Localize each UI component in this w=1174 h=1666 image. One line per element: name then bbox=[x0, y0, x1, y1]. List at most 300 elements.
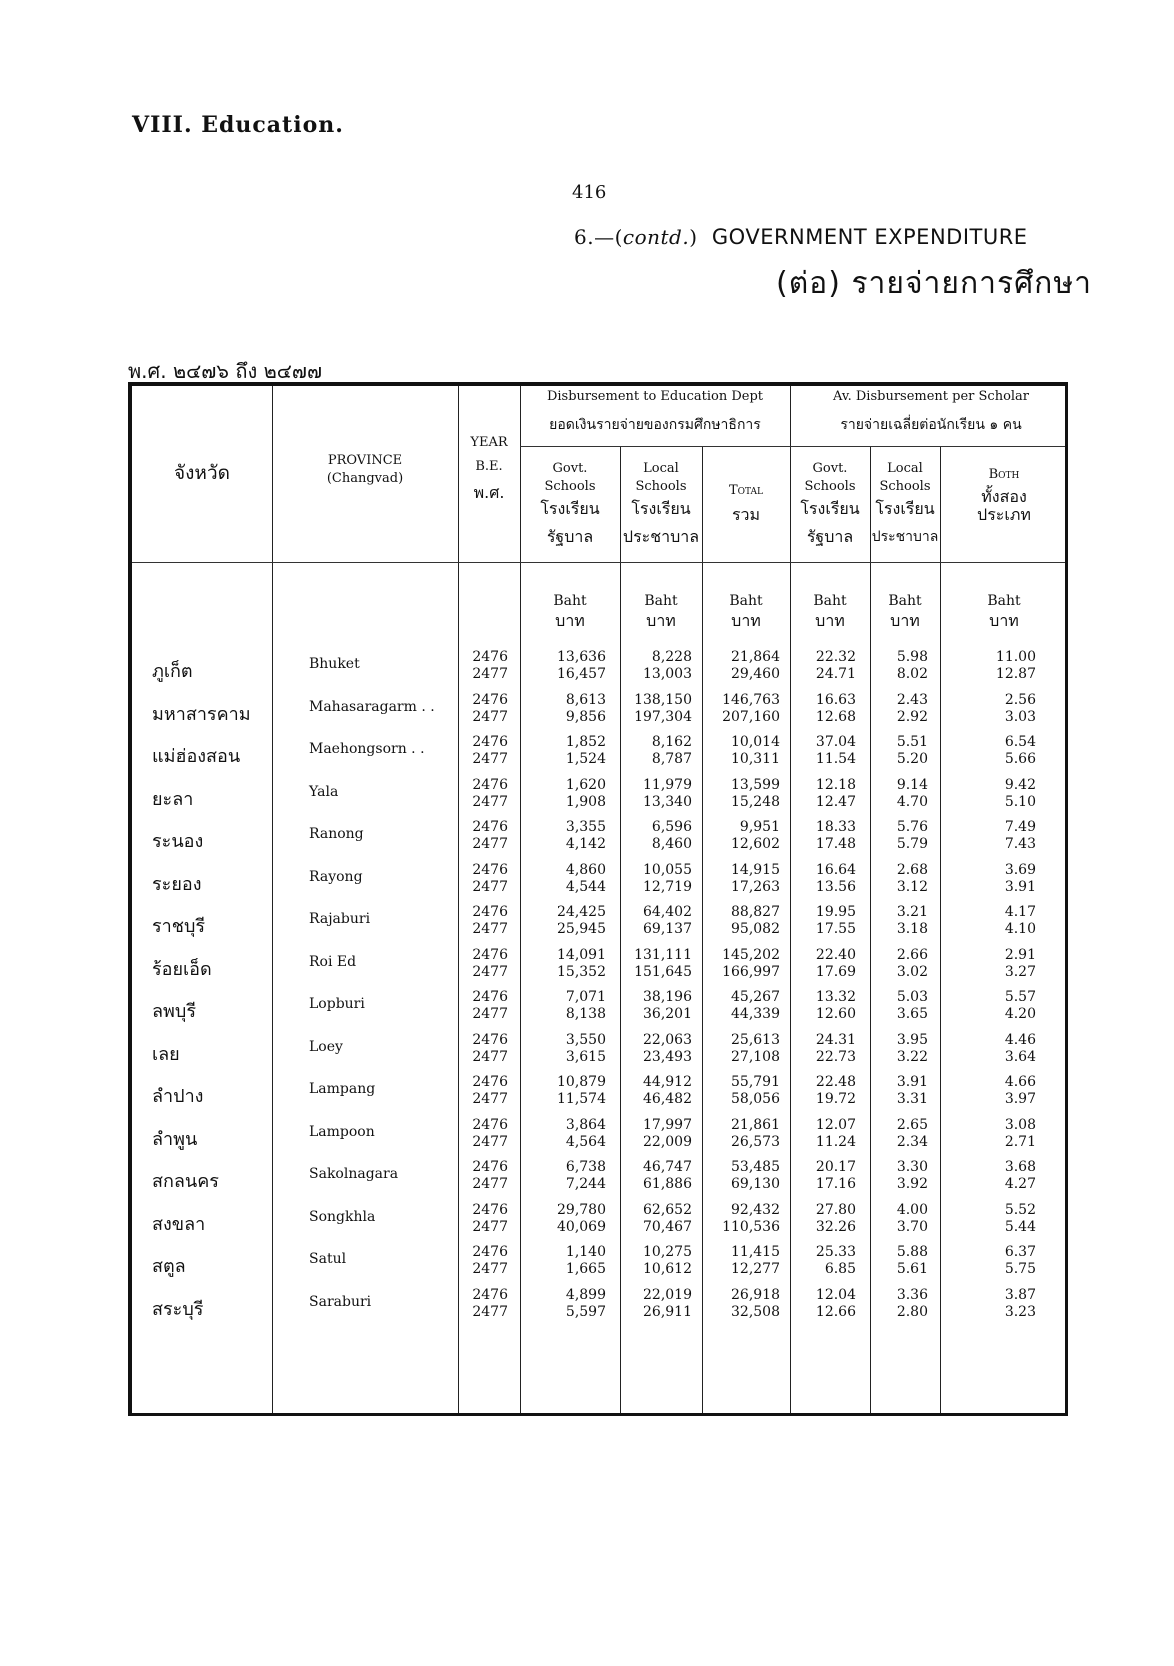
avg-govt-cell: 27.80 bbox=[815, 1201, 856, 1218]
govt-cell: 3,550 bbox=[565, 1031, 606, 1048]
avg-govt-cell: 20.17 bbox=[815, 1159, 856, 1175]
year-cell: 2477 bbox=[472, 1048, 508, 1065]
avg-local-cell: 5.03 bbox=[896, 989, 928, 1005]
unit-baht: Baht bbox=[553, 593, 587, 609]
year-cell: 2477 bbox=[472, 793, 508, 810]
govt-cell: 1,140 bbox=[565, 1244, 606, 1260]
local-cell: 11,979 bbox=[643, 776, 692, 793]
local-cell: 6,596 bbox=[651, 819, 692, 835]
local-cell: 46,747 bbox=[643, 1159, 692, 1175]
avg-govt-cell: 11.24 bbox=[815, 1133, 856, 1150]
local-cell: 10,055 bbox=[643, 861, 692, 878]
avg-local-cell: 4.70 bbox=[896, 793, 928, 810]
avg-local-cell: 3.30 bbox=[896, 1159, 928, 1175]
local-cell: 12,719 bbox=[643, 878, 692, 895]
govt-cell: 14,091 bbox=[557, 946, 606, 963]
govt-cell: 8,138 bbox=[565, 1006, 606, 1022]
province-name: Maehongsorn . . bbox=[309, 741, 425, 757]
header-total-thai: รวม bbox=[731, 505, 761, 524]
table-row bbox=[132, 1116, 1065, 1161]
table-row bbox=[132, 1158, 1065, 1203]
header-avg-govt-thai: โรงเรียน bbox=[800, 499, 860, 518]
province-thai: ลพบุรี bbox=[152, 1001, 196, 1022]
province-thai: แม่ฮ่องสอน bbox=[152, 746, 241, 767]
govt-cell: 3,615 bbox=[565, 1048, 606, 1065]
govt-cell: 25,945 bbox=[557, 921, 606, 937]
avg-both-cell: 5.10 bbox=[1004, 793, 1036, 810]
local-cell: 13,340 bbox=[643, 793, 692, 810]
paren-close: ) bbox=[689, 225, 698, 249]
avg-govt-cell: 17.55 bbox=[815, 921, 856, 937]
province-thai: ภูเก็ต bbox=[152, 661, 193, 682]
avg-both-cell: 3.68 bbox=[1004, 1159, 1036, 1175]
header-avg-thai: รายจ่ายเฉลี่ยต่อนักเรียน ๑ คน bbox=[840, 417, 1022, 433]
year-cell: 2476 bbox=[472, 989, 508, 1005]
total-cell: 53,485 bbox=[731, 1159, 780, 1175]
avg-local-cell: 5.61 bbox=[896, 1261, 928, 1277]
header-rule bbox=[520, 446, 1065, 447]
header-disbursement: Disbursement to Education Dept bbox=[546, 389, 764, 404]
year-cell: 2476 bbox=[472, 776, 508, 793]
avg-govt-cell: 17.48 bbox=[815, 836, 856, 852]
year-cell: 2477 bbox=[472, 751, 508, 767]
avg-both-cell: 4.66 bbox=[1004, 1074, 1036, 1090]
local-cell: 44,912 bbox=[643, 1074, 692, 1090]
avg-both-cell: 2.56 bbox=[1004, 691, 1036, 708]
year-cell: 2477 bbox=[472, 666, 508, 682]
avg-both-cell: 4.46 bbox=[1004, 1031, 1036, 1048]
header-avg-govt: Govt. Schools bbox=[804, 461, 856, 494]
year-cell: 2476 bbox=[472, 1116, 508, 1133]
avg-govt-cell: 12.66 bbox=[815, 1303, 856, 1320]
govt-cell: 4,899 bbox=[565, 1286, 606, 1303]
avg-both-cell: 5.57 bbox=[1004, 989, 1036, 1005]
govt-cell: 5,597 bbox=[565, 1303, 606, 1320]
header-bottom-rule bbox=[132, 562, 1065, 563]
total-cell: 58,056 bbox=[731, 1091, 780, 1107]
total-cell: 15,248 bbox=[731, 793, 780, 810]
avg-govt-cell: 25.33 bbox=[815, 1244, 856, 1260]
year-cell: 2476 bbox=[472, 649, 508, 665]
govt-cell: 7,244 bbox=[565, 1176, 606, 1192]
year-cell: 2477 bbox=[472, 1176, 508, 1192]
year-cell: 2476 bbox=[472, 1031, 508, 1048]
avg-both-cell: 7.43 bbox=[1004, 836, 1036, 852]
avg-both-cell: 3.27 bbox=[1004, 963, 1036, 980]
avg-govt-cell: 12.07 bbox=[815, 1116, 856, 1133]
header-avg-local-thai-2: ประชาบาล bbox=[871, 529, 939, 545]
avg-local-cell: 2.92 bbox=[896, 708, 928, 725]
avg-both-cell: 3.97 bbox=[1004, 1091, 1036, 1107]
avg-local-cell: 2.34 bbox=[896, 1133, 928, 1150]
year-cell: 2477 bbox=[472, 1218, 508, 1235]
local-cell: 26,911 bbox=[643, 1303, 692, 1320]
total-cell: 44,339 bbox=[731, 1006, 780, 1022]
table-row bbox=[132, 648, 1065, 693]
avg-govt-cell: 19.72 bbox=[815, 1091, 856, 1107]
province-thai: ระนอง bbox=[152, 831, 204, 852]
local-cell: 151,645 bbox=[634, 963, 692, 980]
govt-cell: 1,665 bbox=[565, 1261, 606, 1277]
table-row bbox=[132, 691, 1065, 736]
govt-cell: 4,142 bbox=[565, 836, 606, 852]
header-local-thai-2: ประชาบาล bbox=[622, 527, 700, 546]
year-cell: 2476 bbox=[472, 904, 508, 920]
year-cell: 2476 bbox=[472, 861, 508, 878]
total-cell: 92,432 bbox=[731, 1201, 780, 1218]
avg-both-cell: 6.37 bbox=[1004, 1244, 1036, 1260]
avg-both-cell: 9.42 bbox=[1004, 776, 1036, 793]
table-row bbox=[132, 733, 1065, 778]
unit-baht-thai: บาท bbox=[815, 611, 845, 630]
unit-baht: Baht bbox=[813, 593, 847, 609]
avg-govt-cell: 22.73 bbox=[815, 1048, 856, 1065]
local-cell: 46,482 bbox=[643, 1091, 692, 1107]
local-cell: 22,009 bbox=[643, 1133, 692, 1150]
govt-cell: 13,636 bbox=[557, 649, 606, 665]
year-cell: 2476 bbox=[472, 691, 508, 708]
avg-both-cell: 3.03 bbox=[1004, 708, 1036, 725]
local-cell: 17,997 bbox=[643, 1116, 692, 1133]
table-row bbox=[132, 1286, 1065, 1331]
avg-govt-cell: 17.16 bbox=[815, 1176, 856, 1192]
total-cell: 26,573 bbox=[731, 1133, 780, 1150]
table-row bbox=[132, 1031, 1065, 1076]
header-year: YEAR bbox=[470, 435, 508, 450]
avg-both-cell: 5.44 bbox=[1004, 1218, 1036, 1235]
province-thai: ระยอง bbox=[152, 873, 202, 895]
avg-both-cell: 5.75 bbox=[1004, 1261, 1036, 1277]
avg-govt-cell: 22.32 bbox=[815, 649, 856, 665]
total-cell: 69,130 bbox=[731, 1176, 780, 1192]
avg-local-cell: 3.92 bbox=[896, 1176, 928, 1192]
unit-baht-thai: บาท bbox=[731, 611, 761, 630]
province-thai: มหาสารคาม bbox=[152, 703, 251, 725]
avg-local-cell: 3.36 bbox=[896, 1286, 928, 1303]
unit-baht-thai: บาท bbox=[989, 611, 1019, 630]
govt-cell: 1,908 bbox=[565, 793, 606, 810]
avg-local-cell: 5.76 bbox=[896, 819, 928, 835]
local-cell: 138,150 bbox=[634, 691, 692, 708]
expenditure-table bbox=[128, 382, 1068, 1416]
avg-both-cell: 4.27 bbox=[1004, 1176, 1036, 1192]
govt-cell: 3,355 bbox=[565, 819, 606, 835]
govt-cell: 4,860 bbox=[565, 861, 606, 878]
header-both: Both bbox=[988, 467, 1020, 482]
avg-both-cell: 3.23 bbox=[1004, 1303, 1036, 1320]
avg-govt-cell: 16.63 bbox=[815, 691, 856, 708]
total-cell: 12,602 bbox=[731, 836, 780, 852]
contd-label: contd. bbox=[622, 225, 690, 249]
avg-both-cell: 4.20 bbox=[1004, 1006, 1036, 1022]
section-heading: VIII. Education. bbox=[132, 112, 344, 138]
province-name: Rayong bbox=[309, 868, 363, 885]
avg-local-cell: 9.14 bbox=[896, 776, 928, 793]
unit-baht: Baht bbox=[987, 593, 1021, 609]
year-cell: 2477 bbox=[472, 1006, 508, 1022]
year-cell: 2477 bbox=[472, 836, 508, 852]
total-cell: 26,918 bbox=[731, 1286, 780, 1303]
year-cell: 2477 bbox=[472, 1261, 508, 1277]
header-govt-thai: โรงเรียน bbox=[540, 499, 600, 518]
title-thai: (ต่อ) รายจ่ายการศึกษา bbox=[776, 266, 1092, 301]
govt-cell: 6,738 bbox=[565, 1159, 606, 1175]
avg-local-cell: 4.00 bbox=[896, 1201, 928, 1218]
avg-govt-cell: 22.48 bbox=[815, 1074, 856, 1090]
table-title bbox=[574, 225, 1028, 249]
total-cell: 10,014 bbox=[731, 734, 780, 750]
avg-local-cell: 5.88 bbox=[896, 1244, 928, 1260]
avg-govt-cell: 12.60 bbox=[815, 1006, 856, 1022]
year-cell: 2477 bbox=[472, 1091, 508, 1107]
total-cell: 10,311 bbox=[731, 751, 780, 767]
avg-govt-cell: 37.04 bbox=[815, 734, 856, 750]
avg-govt-cell: 18.33 bbox=[815, 819, 856, 835]
header-total: Total bbox=[728, 483, 764, 498]
local-cell: 10,275 bbox=[643, 1244, 692, 1260]
header-changvad-thai: จังหวัด bbox=[174, 462, 230, 484]
avg-govt-cell: 24.31 bbox=[815, 1031, 856, 1048]
province-thai: สงขลา bbox=[152, 1213, 206, 1235]
avg-local-cell: 3.02 bbox=[896, 963, 928, 980]
avg-govt-cell: 32.26 bbox=[815, 1218, 856, 1235]
total-cell: 17,263 bbox=[731, 878, 780, 895]
year-cell: 2476 bbox=[472, 1201, 508, 1218]
table-row bbox=[132, 861, 1065, 906]
avg-govt-cell: 12.68 bbox=[815, 708, 856, 725]
table-row bbox=[132, 818, 1065, 863]
avg-local-cell: 8.02 bbox=[896, 666, 928, 682]
avg-both-cell: 5.66 bbox=[1004, 751, 1036, 767]
table-number: 6.—( bbox=[574, 225, 623, 249]
govt-cell: 1,852 bbox=[565, 734, 606, 750]
header-avg-govt-thai-2: รัฐบาล bbox=[806, 527, 854, 546]
avg-both-cell: 3.69 bbox=[1004, 861, 1036, 878]
year-cell: 2476 bbox=[472, 819, 508, 835]
year-cell: 2476 bbox=[472, 734, 508, 750]
govt-cell: 1,620 bbox=[565, 776, 606, 793]
year-cell: 2477 bbox=[472, 921, 508, 937]
unit-baht: Baht bbox=[888, 593, 922, 609]
table-row bbox=[132, 946, 1065, 991]
province-thai: สตูล bbox=[152, 1256, 186, 1277]
table-row bbox=[132, 1201, 1065, 1246]
year-cell: 2476 bbox=[472, 1074, 508, 1090]
header-province-sub: (Changvad) bbox=[326, 471, 404, 486]
total-cell: 21,861 bbox=[731, 1116, 780, 1133]
avg-local-cell: 5.51 bbox=[896, 734, 928, 750]
province-name: Loey bbox=[309, 1038, 343, 1055]
total-cell: 25,613 bbox=[731, 1031, 780, 1048]
avg-local-cell: 3.18 bbox=[896, 921, 928, 937]
total-cell: 88,827 bbox=[731, 904, 780, 920]
govt-cell: 3,864 bbox=[565, 1116, 606, 1133]
header-province: PROVINCE bbox=[327, 453, 403, 468]
header-disbursement-thai: ยอดเงินรายจ่ายของกรมศึกษาธิการ bbox=[549, 417, 761, 433]
local-cell: 13,003 bbox=[643, 666, 692, 682]
avg-local-cell: 2.43 bbox=[896, 691, 928, 708]
province-name: Bhuket bbox=[309, 656, 360, 672]
avg-govt-cell: 12.18 bbox=[815, 776, 856, 793]
province-name: Mahasaragarm . . bbox=[309, 698, 435, 715]
total-cell: 13,599 bbox=[731, 776, 780, 793]
province-name: Sakolnagara bbox=[309, 1166, 399, 1182]
govt-cell: 1,524 bbox=[565, 751, 606, 767]
unit-baht: Baht bbox=[729, 593, 763, 609]
avg-both-cell: 2.91 bbox=[1004, 946, 1036, 963]
avg-govt-cell: 19.95 bbox=[815, 904, 856, 920]
year-cell: 2476 bbox=[472, 1244, 508, 1260]
avg-govt-cell: 6.85 bbox=[824, 1261, 856, 1277]
total-cell: 45,267 bbox=[731, 989, 780, 1005]
govt-cell: 7,071 bbox=[565, 989, 606, 1005]
avg-both-cell: 3.08 bbox=[1004, 1116, 1036, 1133]
unit-baht-thai: บาท bbox=[555, 611, 585, 630]
avg-govt-cell: 11.54 bbox=[815, 751, 856, 767]
table-row bbox=[132, 903, 1065, 948]
total-cell: 145,202 bbox=[722, 946, 780, 963]
avg-local-cell: 5.79 bbox=[896, 836, 928, 852]
avg-local-cell: 3.95 bbox=[896, 1031, 928, 1048]
province-name: Lopburi bbox=[309, 996, 365, 1012]
govt-cell: 4,544 bbox=[565, 878, 606, 895]
table-row bbox=[132, 1243, 1065, 1288]
local-cell: 8,162 bbox=[651, 734, 692, 750]
avg-both-cell: 5.52 bbox=[1004, 1201, 1036, 1218]
province-name: Rajaburi bbox=[309, 911, 371, 927]
total-cell: 14,915 bbox=[731, 861, 780, 878]
total-cell: 11,415 bbox=[731, 1244, 780, 1260]
table-row bbox=[132, 776, 1065, 821]
unit-baht: Baht bbox=[644, 593, 678, 609]
local-cell: 23,493 bbox=[643, 1048, 692, 1065]
title-english: GOVERNMENT EXPENDITURE bbox=[711, 225, 1028, 249]
avg-local-cell: 2.65 bbox=[896, 1116, 928, 1133]
province-name: Satul bbox=[309, 1251, 347, 1267]
total-cell: 207,160 bbox=[722, 708, 780, 725]
table-row bbox=[132, 1073, 1065, 1118]
avg-local-cell: 3.70 bbox=[896, 1218, 928, 1235]
govt-cell: 15,352 bbox=[557, 963, 606, 980]
province-name: Saraburi bbox=[309, 1293, 372, 1310]
avg-both-cell: 7.49 bbox=[1004, 819, 1036, 835]
total-cell: 95,082 bbox=[731, 921, 780, 937]
total-cell: 27,108 bbox=[731, 1048, 780, 1065]
local-cell: 22,019 bbox=[643, 1286, 692, 1303]
header-avg-local: Local Schools bbox=[879, 461, 931, 494]
avg-both-cell: 3.64 bbox=[1004, 1048, 1036, 1065]
total-cell: 9,951 bbox=[739, 819, 780, 835]
year-cell: 2477 bbox=[472, 878, 508, 895]
province-name: Songkhla bbox=[309, 1208, 376, 1225]
avg-local-cell: 3.21 bbox=[896, 904, 928, 920]
govt-cell: 16,457 bbox=[557, 666, 606, 682]
avg-both-cell: 11.00 bbox=[995, 649, 1036, 665]
province-thai: สระบุรี bbox=[152, 1298, 204, 1320]
local-cell: 10,612 bbox=[643, 1261, 692, 1277]
year-cell: 2477 bbox=[472, 708, 508, 725]
local-cell: 8,460 bbox=[651, 836, 692, 852]
year-cell: 2476 bbox=[472, 1286, 508, 1303]
govt-cell: 4,564 bbox=[565, 1133, 606, 1150]
local-cell: 8,787 bbox=[651, 751, 692, 767]
avg-local-cell: 3.65 bbox=[896, 1006, 928, 1022]
year-cell: 2477 bbox=[472, 963, 508, 980]
avg-govt-cell: 22.40 bbox=[815, 946, 856, 963]
province-name: Lampoon bbox=[309, 1123, 375, 1140]
unit-baht-thai: บาท bbox=[890, 611, 920, 630]
avg-local-cell: 5.20 bbox=[896, 751, 928, 767]
avg-local-cell: 3.22 bbox=[896, 1048, 928, 1065]
avg-local-cell: 2.66 bbox=[896, 946, 928, 963]
local-cell: 197,304 bbox=[634, 708, 692, 725]
avg-govt-cell: 13.56 bbox=[815, 878, 856, 895]
province-thai: เลย bbox=[152, 1043, 180, 1065]
year-cell: 2477 bbox=[472, 1303, 508, 1320]
total-cell: 21,864 bbox=[731, 649, 780, 665]
local-cell: 62,652 bbox=[643, 1201, 692, 1218]
province-name: Ranong bbox=[309, 826, 364, 842]
table-row bbox=[132, 988, 1065, 1033]
avg-govt-cell: 17.69 bbox=[815, 963, 856, 980]
header-avg-local-thai: โรงเรียน bbox=[875, 499, 935, 518]
govt-cell: 29,780 bbox=[557, 1201, 606, 1218]
govt-cell: 10,879 bbox=[557, 1074, 606, 1090]
avg-both-cell: 3.91 bbox=[1004, 878, 1036, 895]
province-thai: ลำพูน bbox=[152, 1128, 198, 1150]
province-name: Yala bbox=[309, 783, 339, 800]
avg-both-cell: 4.10 bbox=[1004, 921, 1036, 937]
local-cell: 64,402 bbox=[643, 904, 692, 920]
avg-both-cell: 6.54 bbox=[1004, 734, 1036, 750]
avg-govt-cell: 12.04 bbox=[815, 1286, 856, 1303]
local-cell: 61,886 bbox=[643, 1176, 692, 1192]
local-cell: 36,201 bbox=[643, 1006, 692, 1022]
local-cell: 70,467 bbox=[643, 1218, 692, 1235]
year-cell: 2476 bbox=[472, 946, 508, 963]
total-cell: 29,460 bbox=[731, 666, 780, 682]
local-cell: 8,228 bbox=[651, 649, 692, 665]
avg-govt-cell: 16.64 bbox=[815, 861, 856, 878]
local-cell: 69,137 bbox=[643, 921, 692, 937]
total-cell: 32,508 bbox=[731, 1303, 780, 1320]
header-avg-disbursement: Av. Disbursement per Scholar bbox=[832, 389, 1030, 404]
province-thai: สกลนคร bbox=[152, 1171, 219, 1192]
govt-cell: 40,069 bbox=[557, 1218, 606, 1235]
total-cell: 146,763 bbox=[722, 691, 780, 708]
govt-cell: 24,425 bbox=[557, 904, 606, 920]
header-local-schools: Local Schools bbox=[635, 461, 687, 494]
period-label: พ.ศ. ๒๔๗๖ ถึง ๒๔๗๗ bbox=[128, 359, 322, 383]
header-govt-thai-2: รัฐบาล bbox=[546, 527, 594, 546]
avg-govt-cell: 12.47 bbox=[815, 793, 856, 810]
total-cell: 55,791 bbox=[731, 1074, 780, 1090]
avg-both-cell: 3.87 bbox=[1004, 1286, 1036, 1303]
local-cell: 38,196 bbox=[643, 989, 692, 1005]
province-name: Roi Ed bbox=[309, 953, 357, 970]
avg-govt-cell: 24.71 bbox=[815, 666, 856, 682]
province-thai: ร้อยเอ็ด bbox=[152, 958, 212, 980]
header-both-thai: ทั้งสอง ประเภท bbox=[977, 487, 1031, 524]
avg-local-cell: 3.31 bbox=[896, 1091, 928, 1107]
province-thai: ยะลา bbox=[152, 788, 194, 810]
local-cell: 131,111 bbox=[634, 946, 692, 963]
avg-local-cell: 5.98 bbox=[896, 649, 928, 665]
year-cell: 2477 bbox=[472, 1133, 508, 1150]
avg-local-cell: 3.91 bbox=[896, 1074, 928, 1090]
avg-both-cell: 12.87 bbox=[995, 666, 1036, 682]
page-number: 416 bbox=[572, 182, 607, 203]
